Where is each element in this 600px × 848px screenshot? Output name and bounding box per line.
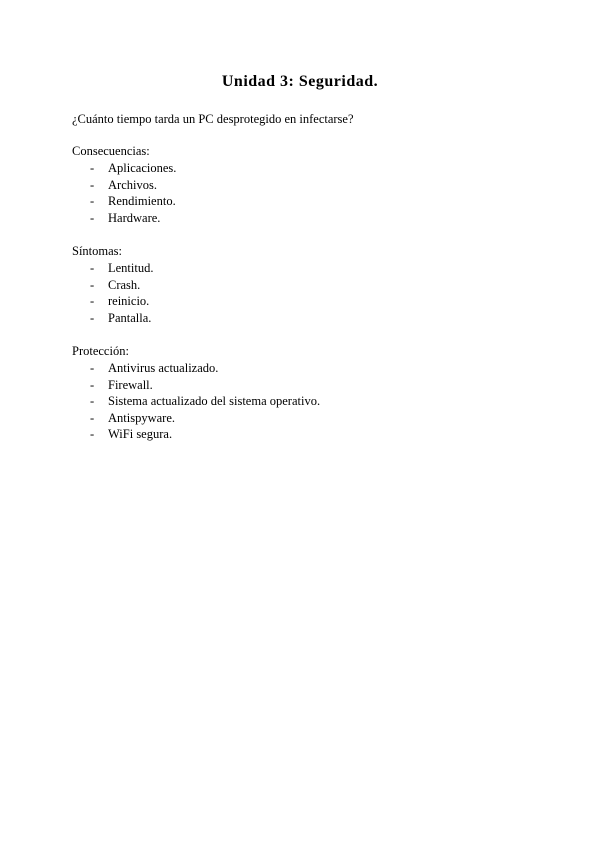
section-heading: Protección:	[72, 344, 129, 358]
dash-bullet: -	[90, 310, 95, 325]
list-item	[72, 310, 542, 327]
list-item	[72, 210, 542, 227]
list-item	[72, 193, 542, 210]
list-item	[72, 426, 542, 443]
section-heading: Síntomas:	[72, 244, 123, 258]
bullet-list	[72, 360, 542, 443]
list-item	[72, 393, 542, 410]
dash-bullet: -	[90, 410, 95, 425]
dash-bullet: -	[90, 427, 95, 442]
list-item-text: Archivos.	[108, 177, 157, 192]
section-proteccion	[72, 343, 542, 443]
dash-bullet: -	[90, 277, 95, 292]
list-item-text: Antispyware.	[108, 410, 175, 425]
intro-question: ¿Cuánto tiempo tarda un PC desprotegido en infectarse?	[72, 112, 354, 126]
section-sintomas	[72, 243, 542, 326]
bullet-list	[72, 160, 542, 226]
list-item	[72, 360, 542, 377]
list-item	[72, 277, 542, 294]
list-item	[72, 260, 542, 277]
section-heading: Consecuencias:	[72, 144, 150, 158]
list-item	[72, 293, 542, 310]
list-item-text: Aplicaciones.	[108, 161, 177, 175]
list-item-text: WiFi segura.	[108, 427, 173, 442]
list-item-text: Rendimiento.	[108, 194, 176, 209]
dash-bullet: -	[90, 361, 95, 375]
list-item-text: Firewall.	[108, 377, 153, 392]
list-item-text: Lentitud.	[108, 261, 154, 275]
list-item-text: Antivirus actualizado.	[108, 361, 219, 375]
list-item	[72, 377, 542, 394]
list-item-text: reinicio.	[108, 294, 150, 309]
dash-bullet: -	[90, 377, 95, 392]
list-item	[72, 160, 542, 177]
list-item-text: Pantalla.	[108, 310, 152, 325]
list-item-text: Crash.	[108, 277, 141, 292]
dash-bullet: -	[90, 177, 95, 192]
page-title: Unidad 3: Seguridad.	[221, 73, 379, 90]
dash-bullet: -	[90, 394, 95, 409]
list-item-text: Hardware.	[108, 210, 161, 225]
dash-bullet: -	[90, 294, 95, 309]
dash-bullet: -	[90, 261, 95, 275]
dash-bullet: -	[90, 210, 95, 225]
list-item-text: Sistema actualizado del sistema operativo.	[108, 394, 321, 409]
list-item	[72, 410, 542, 427]
bullet-list	[72, 260, 542, 326]
dash-bullet: -	[90, 161, 95, 175]
section-consecuencias	[72, 143, 542, 226]
list-item	[72, 177, 542, 194]
dash-bullet: -	[90, 194, 95, 209]
